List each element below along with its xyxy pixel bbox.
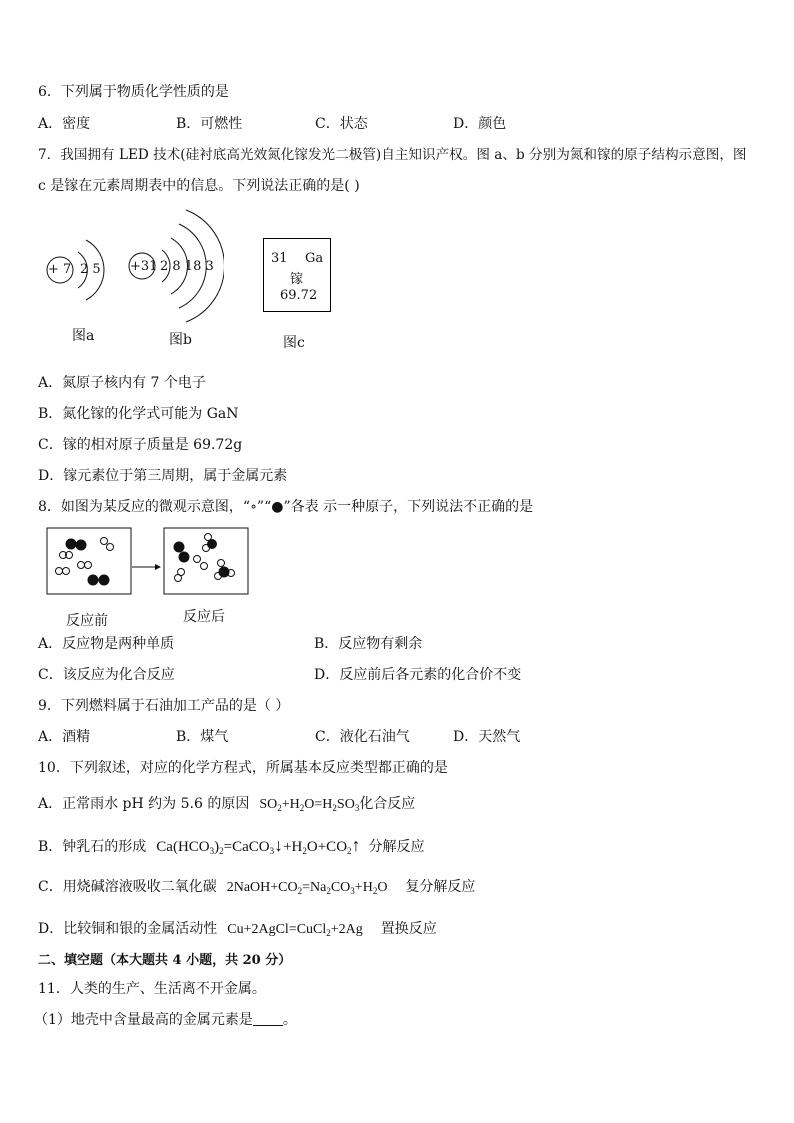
q10-option-c bbox=[38, 878, 475, 900]
q9-option-d: D．天然气 bbox=[453, 729, 521, 745]
figure-a-caption: 图a bbox=[72, 328, 95, 344]
q8-stem: 8．如图为某反应的微观示意图，“∘”“●”各表 示一种原子，下列说法不正确的是 bbox=[38, 499, 534, 515]
q7-option-c: C．镓的相对原子质量是 69.72g bbox=[38, 437, 243, 453]
caption-before-reaction: 反应前 bbox=[66, 613, 108, 629]
q6-option-d: D．颜色 bbox=[453, 116, 507, 132]
q10-option-b-text: B．钟乳石的形成 bbox=[38, 839, 147, 855]
q10-option-b bbox=[38, 836, 425, 860]
q10-option-d-type: 置换反应 bbox=[380, 921, 437, 937]
q6-option-a: A．密度 bbox=[38, 116, 91, 132]
q8-option-b: B．反应物有剩余 bbox=[314, 636, 423, 652]
q8-option-a: A．反应物是两种单质 bbox=[38, 636, 175, 652]
q10-option-d-equation: Cu+2AgCl=CuCl$_2$+2Ag bbox=[227, 922, 363, 938]
q8-option-d: D．反应前后各元素的化合价不变 bbox=[314, 667, 522, 683]
q10-option-d bbox=[38, 920, 437, 942]
figure-b-caption: 图b bbox=[169, 332, 192, 348]
section-heading-fill-in: 二、填空题（本大题共 4 小题，共 20 分） bbox=[38, 953, 292, 968]
q6-option-b: B．可燃性 bbox=[176, 116, 243, 132]
gallium-atomic-mass: 69.72 bbox=[280, 288, 318, 303]
gallium-nucleus-charge: +31 bbox=[130, 259, 158, 274]
q10-option-c-text: C．用烧碱溶液吸收二氧化碳 bbox=[38, 879, 217, 895]
gallium-name: 镓 bbox=[290, 272, 304, 287]
q10-option-a-equation: $SO_2+H_2O=H_2SO_3$ bbox=[259, 797, 360, 813]
q10-option-a-type: 化合反应 bbox=[359, 796, 416, 812]
q9-option-a: A．酒精 bbox=[38, 729, 91, 745]
q10-option-a bbox=[38, 795, 415, 817]
nitrogen-electron-shells: 2 5 bbox=[80, 262, 101, 277]
q11-sub1-end: 。 bbox=[282, 1012, 297, 1028]
q6-stem: 6．下列属于物质化学性质的是 bbox=[38, 84, 229, 100]
q10-stem: 10．下列叙述，对应的化学方程式，所属基本反应类型都正确的是 bbox=[38, 760, 448, 776]
q7-option-b: B．氮化镓的化学式可能为 GaN bbox=[38, 406, 239, 422]
q10-option-b-equation: $Ca(HCO_3)_2=CaCO_3↓+H_2O+CO_2↑$ bbox=[156, 835, 361, 856]
q9-option-c: C．液化石油气 bbox=[315, 729, 410, 745]
q11-sub1-text: （1）地壳中含量最高的金属元素是 bbox=[34, 1012, 253, 1028]
figure-c-caption: 图c bbox=[283, 335, 305, 351]
answer-blank[interactable] bbox=[253, 1011, 283, 1026]
reaction-micro-diagram bbox=[46, 527, 252, 597]
q10-option-b-type: 分解反应 bbox=[368, 839, 425, 855]
q10-option-c-equation: $2NaOH+CO_2=Na_2CO_3+H_2O$ bbox=[226, 880, 388, 896]
q11-sub1 bbox=[34, 1011, 297, 1029]
q8-option-c: C．该反应为化合反应 bbox=[38, 667, 175, 683]
q10-option-d-text: D．比较铜和银的金属活动性 bbox=[38, 921, 218, 937]
gallium-atomic-number: 31 bbox=[271, 251, 288, 266]
gallium-symbol: Ga bbox=[305, 251, 324, 266]
q10-option-a-text: A．正常雨水 pH 约为 5.6 的原因 bbox=[38, 796, 250, 812]
q7-option-a: A．氮原子核内有 7 个电子 bbox=[38, 375, 206, 391]
gallium-electron-shells: 2 8 18 3 bbox=[160, 259, 214, 274]
caption-after-reaction: 反应后 bbox=[183, 609, 225, 625]
q7-stem-line2: c 是镓在元素周期表中的信息。下列说法正确的是( ) bbox=[38, 178, 360, 194]
q10-option-c-type: 复分解反应 bbox=[405, 879, 476, 895]
nitrogen-nucleus-charge: + 7 bbox=[48, 262, 72, 277]
q9-stem: 9．下列燃料属于石油加工产品的是（ ） bbox=[38, 698, 290, 714]
q7-stem-line1: 7．我国拥有 LED 技术(硅衬底高光效氮化镓发光二极管)自主知识产权。图 a、b 分别为氮和镓的原子结构示意图，图 bbox=[38, 147, 747, 163]
q7-option-d: D．镓元素位于第三周期，属于金属元素 bbox=[38, 468, 288, 484]
q6-option-c: C．状态 bbox=[315, 116, 368, 132]
q9-option-b: B．煤气 bbox=[176, 729, 229, 745]
q11-stem: 11．人类的生产、生活离不开金属。 bbox=[38, 981, 266, 997]
